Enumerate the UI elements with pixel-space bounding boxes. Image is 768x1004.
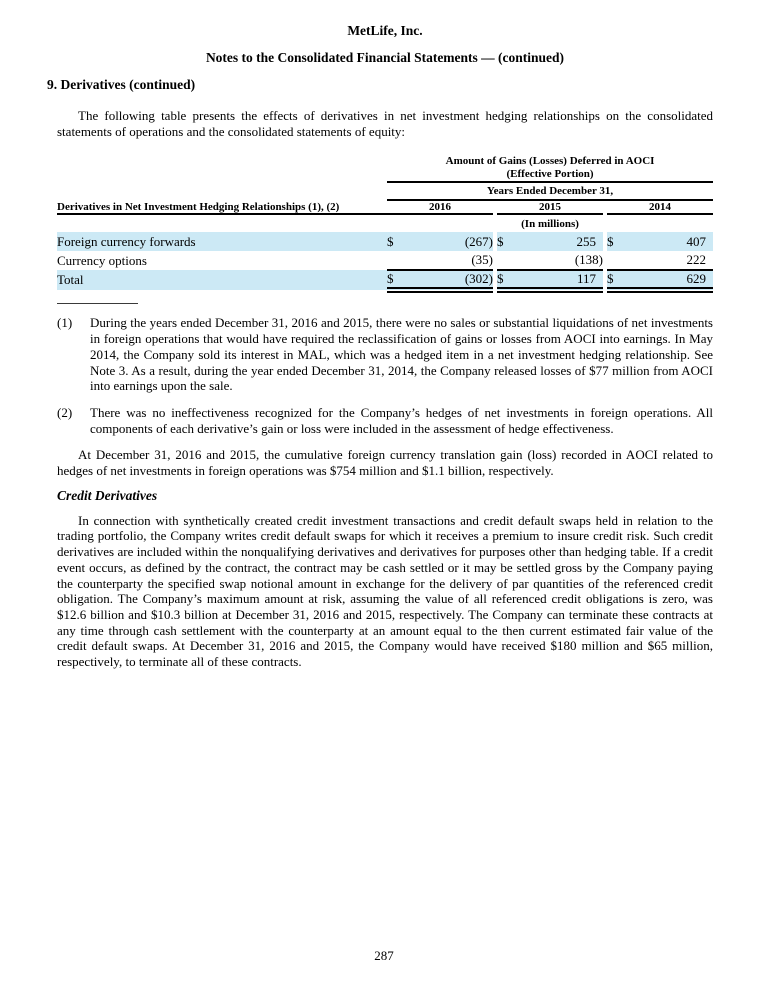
year-2016-header: 2016 bbox=[387, 200, 493, 214]
footnote-marker: (2) bbox=[57, 404, 73, 420]
dollar-sign-cell: $ bbox=[387, 270, 405, 290]
table-spacer-cell bbox=[57, 214, 387, 232]
dollar-sign-cell: $ bbox=[607, 270, 625, 290]
total-row-label: Total bbox=[57, 270, 387, 290]
period-header-cell: Years Ended December 31, bbox=[387, 182, 713, 200]
table-group-header-row bbox=[57, 155, 713, 182]
footnote-marker: (1) bbox=[57, 315, 73, 331]
footnote-text: During the years ended December 31, 2016 and 2015, there were no sales or substantial liquidations of net investments in foreign operations that would have required the reclassification of gains or losses from AOCI into earnings. In May 2014, the Company sold its interest in MAL, which was a hedged item in a net investment hedging relationship. See Note 3. As a result, during the year ended December 31, 2014, the Company released losses of $77 million from AOCI into earnings upon the sale. bbox=[90, 315, 713, 394]
table-row bbox=[57, 251, 713, 270]
group-header-cell bbox=[387, 155, 713, 182]
footnote-1 bbox=[57, 315, 713, 394]
table-row bbox=[57, 232, 713, 251]
total-value-2014: 629 bbox=[625, 270, 713, 290]
total-value-2016: (302) bbox=[405, 270, 493, 290]
intro-paragraph: The following table presents the effects of derivatives in net investment hedging relationships on the consolidated statements of operations and the consolidated statements of equity: bbox=[57, 108, 713, 139]
aoci-paragraph: At December 31, 2016 and 2015, the cumulative foreign currency translation gain (loss) recorded in AOCI related to hedges of net investments in foreign operations was $754 million and $1.1 billion, respectively. bbox=[57, 447, 713, 479]
units-note: (In millions) bbox=[521, 217, 579, 230]
row-header-cell: Derivatives in Net Investment Hedging Relationships (1), (2) bbox=[57, 200, 387, 214]
dollar-sign-cell: $ bbox=[497, 232, 515, 251]
total-value-2015: 117 bbox=[515, 270, 603, 290]
document-title: Notes to the Consolidated Financial Statements — (continued) bbox=[205, 50, 565, 65]
credit-derivatives-heading: Credit Derivatives bbox=[57, 487, 158, 503]
group-header-line2: (Effective Portion) bbox=[506, 168, 594, 181]
value-2016: (267) bbox=[405, 232, 493, 251]
table-spacer-cell bbox=[57, 182, 387, 200]
group-header-line1: Amount of Gains (Losses) Deferred in AOCI bbox=[445, 155, 655, 168]
credit-derivatives-paragraph: In connection with synthetically created credit investment transactions and credit default swaps held in relation to the trading portfolio, the Company writes credit default swaps for which it receives a premium to insure credit risk. Such credit derivatives are included within the nonqualifying derivatives and derivatives for purposes other than hedging table. If a credit event occurs, as defined by the contract, the contract may be cash settled or it may be settled gross by the Company paying the counterparty the specified swap notional amount in exchange for the delivery of par quantities of the referenced credit obligation. The Company’s maximum amount at risk, assuming the value of all referenced credit obligations is zero, was $12.6 billion and $10.3 billion at December 31, 2016 and 2015, respectively. The Company can terminate these contracts at any time through cash settlement with the counterparty at an amount equal to the then current estimated fair value of the credit default swaps. At December 31, 2016 and 2015, the Company would have received $180 million and $65 million, respectively, to terminate all of these contracts. bbox=[57, 512, 713, 670]
value-2015: (138) bbox=[515, 251, 603, 270]
derivatives-table bbox=[57, 155, 713, 293]
dollar-sign-cell: $ bbox=[387, 232, 405, 251]
footnote-2 bbox=[57, 405, 713, 436]
dollar-sign-cell bbox=[497, 251, 515, 270]
dollar-sign-cell: $ bbox=[607, 232, 625, 251]
value-2015: 255 bbox=[515, 232, 603, 251]
dollar-sign-cell bbox=[387, 251, 405, 270]
dollar-sign-cell: $ bbox=[497, 270, 515, 290]
section-heading: 9. Derivatives (continued) bbox=[47, 77, 196, 92]
footnote-divider bbox=[57, 303, 138, 304]
page-number: 287 bbox=[374, 948, 394, 963]
row-label: Currency options bbox=[57, 252, 147, 268]
table-period-header-row bbox=[57, 182, 713, 200]
value-2016: (35) bbox=[405, 251, 493, 270]
table-total-row bbox=[57, 270, 713, 290]
dollar-sign-cell bbox=[607, 251, 625, 270]
year-2014-header: 2014 bbox=[607, 200, 713, 214]
table-spacer-cell bbox=[57, 155, 387, 182]
row-label: Foreign currency forwards bbox=[57, 232, 387, 251]
company-title: MetLife, Inc. bbox=[347, 23, 423, 38]
value-2014: 222 bbox=[625, 251, 713, 270]
year-2015-header: 2015 bbox=[497, 200, 603, 214]
table-units-row bbox=[57, 214, 713, 232]
footnote-text: There was no ineffectiveness recognized for the Company’s hedges of net investments in foreign operations. All components of each derivative’s gain or loss were included in the assessment of hedge effectiveness. bbox=[90, 404, 713, 436]
table-years-row bbox=[57, 200, 713, 214]
value-2014: 407 bbox=[625, 232, 713, 251]
